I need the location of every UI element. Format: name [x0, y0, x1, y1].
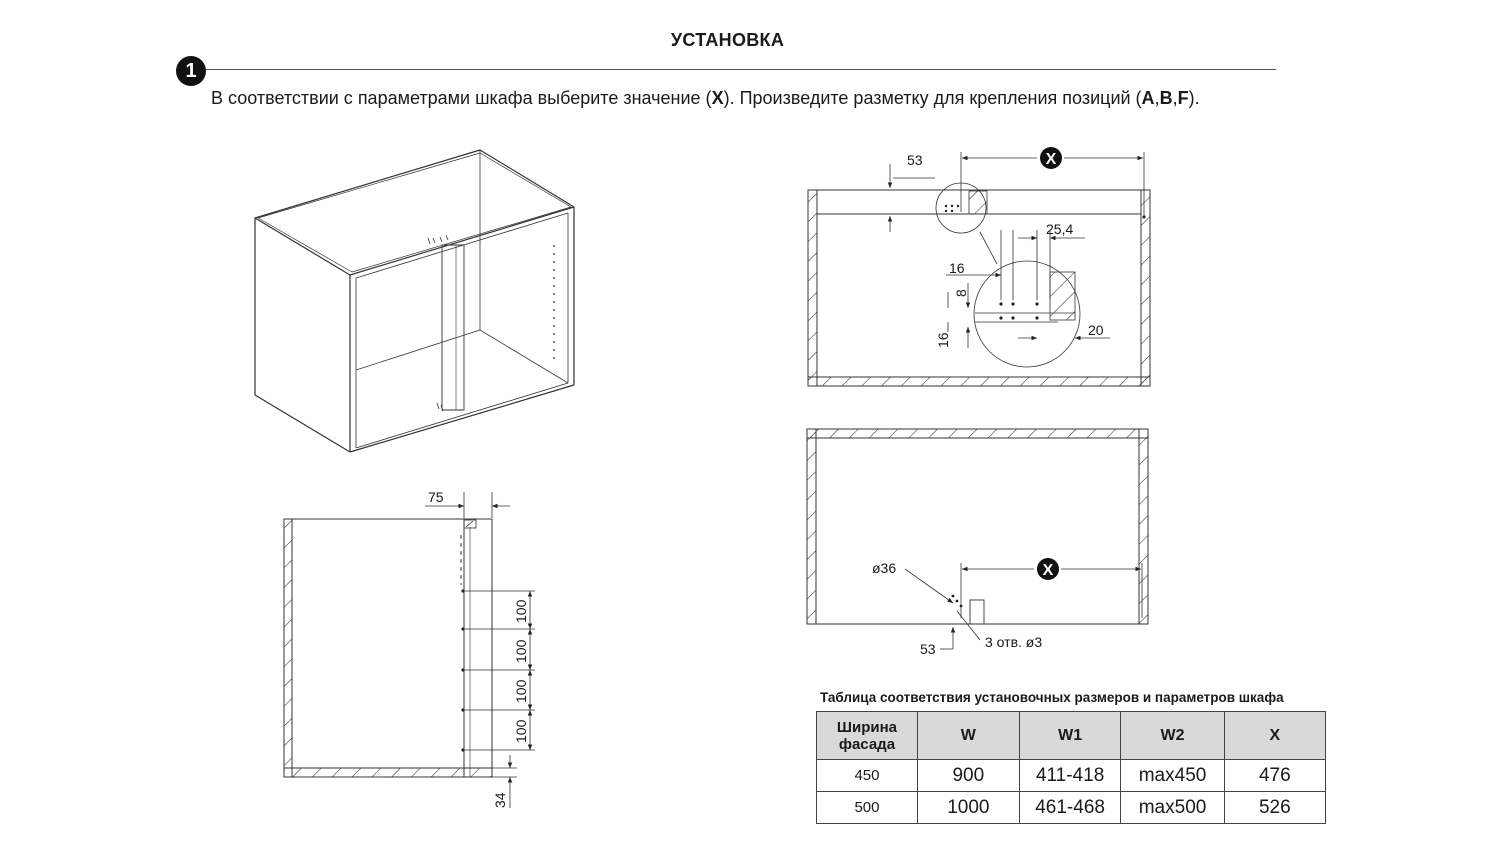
- bottom-view-drawing: [807, 429, 1148, 657]
- top-x-marker: X: [1045, 151, 1057, 168]
- header-w2: W2: [1121, 712, 1224, 760]
- bottom-holes-note: 3 отв. ø3: [985, 634, 1043, 650]
- cell-x: 526: [1224, 792, 1325, 824]
- side-dim-100-1: 100: [513, 599, 529, 623]
- cell-facade-width: 450: [817, 760, 918, 792]
- table-row: [817, 760, 1326, 792]
- side-view-drawing: [284, 489, 535, 808]
- side-dim-100-2: 100: [513, 639, 529, 663]
- cell-facade-width: 500: [817, 792, 918, 824]
- header-w: W: [917, 712, 1019, 760]
- bottom-x-marker: X: [1042, 562, 1054, 579]
- spec-table: [816, 711, 1326, 824]
- page-title: УСТАНОВКА: [670, 30, 785, 50]
- top-view-drawing: [808, 147, 1150, 386]
- side-dim-100-3: 100: [513, 679, 529, 703]
- instruction-b: B: [1159, 88, 1173, 108]
- cell-w: 1000: [917, 792, 1019, 824]
- instruction-x: X: [711, 88, 724, 108]
- table-caption: Таблица соответствия установочных размеров и параметров шкафа: [820, 690, 1284, 705]
- instruction-sep-2: ,: [1172, 88, 1178, 108]
- instruction-f: F: [1177, 88, 1189, 108]
- header-w1: W1: [1019, 712, 1121, 760]
- instruction-part-3: ).: [1188, 88, 1200, 108]
- top-dim-20: 20: [1088, 322, 1104, 338]
- cell-w: 900: [917, 760, 1019, 792]
- cabinet-isometric: [255, 150, 574, 452]
- cell-w1: 461-468: [1019, 792, 1121, 824]
- top-dim-25-4: 25,4: [1046, 221, 1074, 237]
- bottom-dia-36: ø36: [872, 560, 897, 576]
- top-dim-16-b: 16: [935, 332, 951, 348]
- cell-w1: 411-418: [1019, 760, 1121, 792]
- instruction-part-1: В соответствии с параметрами шкафа выберите значение (: [211, 88, 712, 108]
- instruction-a: A: [1141, 88, 1155, 108]
- side-dim-34: 34: [492, 792, 508, 808]
- bottom-dim-53: 53: [920, 641, 936, 657]
- instruction-sep-1: ,: [1154, 88, 1160, 108]
- side-dim-100-4: 100: [513, 719, 529, 743]
- header-x: X: [1224, 712, 1325, 760]
- cell-x: 476: [1224, 760, 1325, 792]
- top-dim-53: 53: [907, 152, 923, 168]
- cell-w2: max450: [1121, 760, 1224, 792]
- header-facade-width: Ширина фасада: [817, 712, 918, 760]
- side-dim-75: 75: [428, 489, 444, 505]
- instruction-part-2: ). Произведите разметку для крепления позиций (: [723, 88, 1142, 108]
- step-number-badge: 1: [176, 56, 206, 86]
- table-header-row: [817, 712, 1326, 760]
- cell-w2: max500: [1121, 792, 1224, 824]
- top-dim-8: 8: [953, 289, 969, 297]
- top-dim-16-a: 16: [949, 260, 965, 276]
- table-row: [817, 792, 1326, 824]
